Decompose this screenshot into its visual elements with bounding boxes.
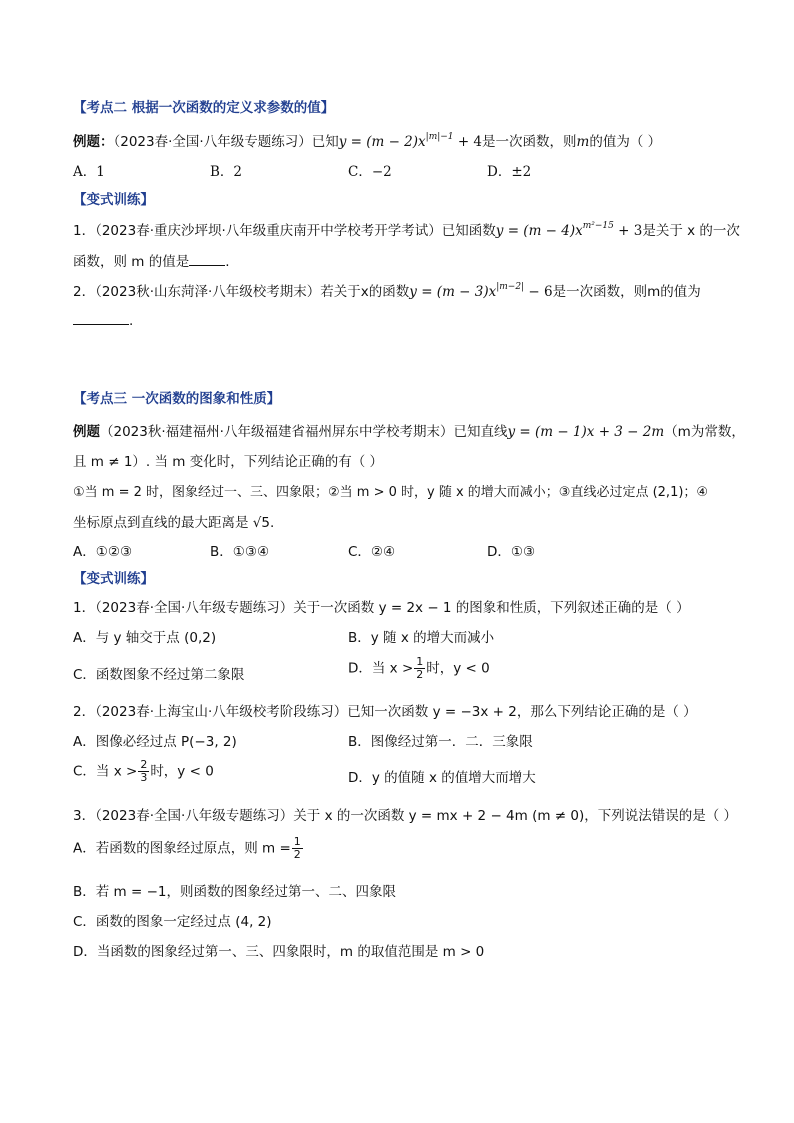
option-b: B．①③④: [210, 544, 270, 560]
option-b: B．2: [210, 164, 243, 180]
q3-option-c: C．函数的图象一定经过点 (4, 2): [73, 914, 272, 930]
example-2: 例题：（2023春·全国·八年级专题练习）已知$y = (m - 2)x^{|m|-1} + 4$是一次函数，则m的值为（ ）: [73, 132, 662, 150]
answer-blank[interactable]: [189, 253, 225, 266]
practice-title-3: 【变式训练】: [73, 571, 154, 587]
question-2-line2: .: [73, 312, 723, 329]
example-source: （2023春·全国·八年级专题练习）已知: [113, 134, 339, 150]
q3-option-a: A．若函数的图象经过原点，则 m = $\frac{1}{2}$: [73, 835, 301, 861]
q1-option-c: C．函数图象不经过第二象限: [73, 667, 245, 683]
section-title-2: 【考点二 根据一次函数的定义求参数的值】: [73, 100, 335, 116]
q2-option-a: A．图像必经过点 P(−3, 2): [73, 734, 237, 750]
q2-option-c: C．当 x > $\frac{2}{3}$ 时，y < 0: [73, 758, 214, 784]
q1-option-d: D．当 x > $\frac{1}{2}$ 时，y < 0: [348, 655, 490, 681]
option-c: C．−2: [348, 164, 392, 180]
question-2: 2．（2023秋·山东菏泽·八年级校考期末）若关于x的函数$y = (m - 3)x^{|m-2|} - 6$是一次函数，则m的值为: [73, 282, 701, 300]
example-label: 例题：: [73, 134, 114, 150]
q3-option-d: D．当函数的图象经过第一、三、四象限时，m 的取值范围是 m > 0: [73, 944, 485, 960]
q1-option-a: A．与 y 轴交于点 (0,2): [73, 630, 217, 646]
section-title-3: 【考点三 一次函数的图象和性质】: [73, 391, 281, 407]
option-c: C．②④: [348, 544, 396, 560]
q2-option-d: D．y 的值随 x 的值增大而增大: [348, 770, 536, 786]
question-3: 3．（2023春·全国·八年级专题练习）关于 x 的一次函数 y = mx + 2 − 4m (m ≠ 0)，下列说法错误的是（ ）: [73, 808, 738, 824]
example-3-statements: ①当 m = 2 时，图象经过一、三、四象限；②当 m > 0 时，y 随 x 的增大而减小；③直线必过定点 (2,1)；④: [73, 485, 709, 500]
practice-title-2: 【变式训练】: [73, 192, 154, 208]
question-2: 2．（2023春·上海宝山·八年级校考阶段练习）已知一次函数 y = −3x + 2，那么下列结论正确的是（ ）: [73, 704, 697, 720]
option-d: D．±2: [487, 164, 532, 180]
example-3-statement-4: 坐标原点到直线的最大距离是 √5.: [73, 515, 275, 531]
question-1: 1．（2023春·全国·八年级专题练习）关于一次函数 y = 2x − 1 的图象和性质，下列叙述正确的是（ ）: [73, 600, 690, 616]
answer-blank[interactable]: [73, 312, 129, 325]
question-1: 1．（2023春·重庆沙坪坝·八年级重庆南开中学校考开学考试）已知函数$y = (m - 4)x^{m^2-15} + 3$是关于 x 的一次: [73, 221, 740, 239]
q1-option-b: B．y 随 x 的增大而减小: [348, 630, 495, 646]
question-1-line2: 函数，则 m 的值是 .: [73, 254, 230, 270]
option-a: A．1: [73, 164, 105, 180]
example-3: 例题（2023秋·福建福州·八年级福建省福州屏东中学校考期末）已知直线y = (m − 1)x + 3 − 2m（m为常数，: [73, 424, 745, 440]
example-3-line2: 且 m ≠ 1）. 当 m 变化时，下列结论正确的有（ ）: [73, 454, 384, 470]
q2-option-b: B．图像经过第一．二．三象限: [348, 734, 533, 750]
q3-option-b: B．若 m = −1，则函数的图象经过第一、二、四象限: [73, 884, 396, 900]
option-d: D．①③: [487, 544, 536, 560]
example-equation: $y = (m - 2)x^{|m|-1} + 4$: [338, 132, 483, 150]
option-a: A．①②③: [73, 544, 133, 560]
